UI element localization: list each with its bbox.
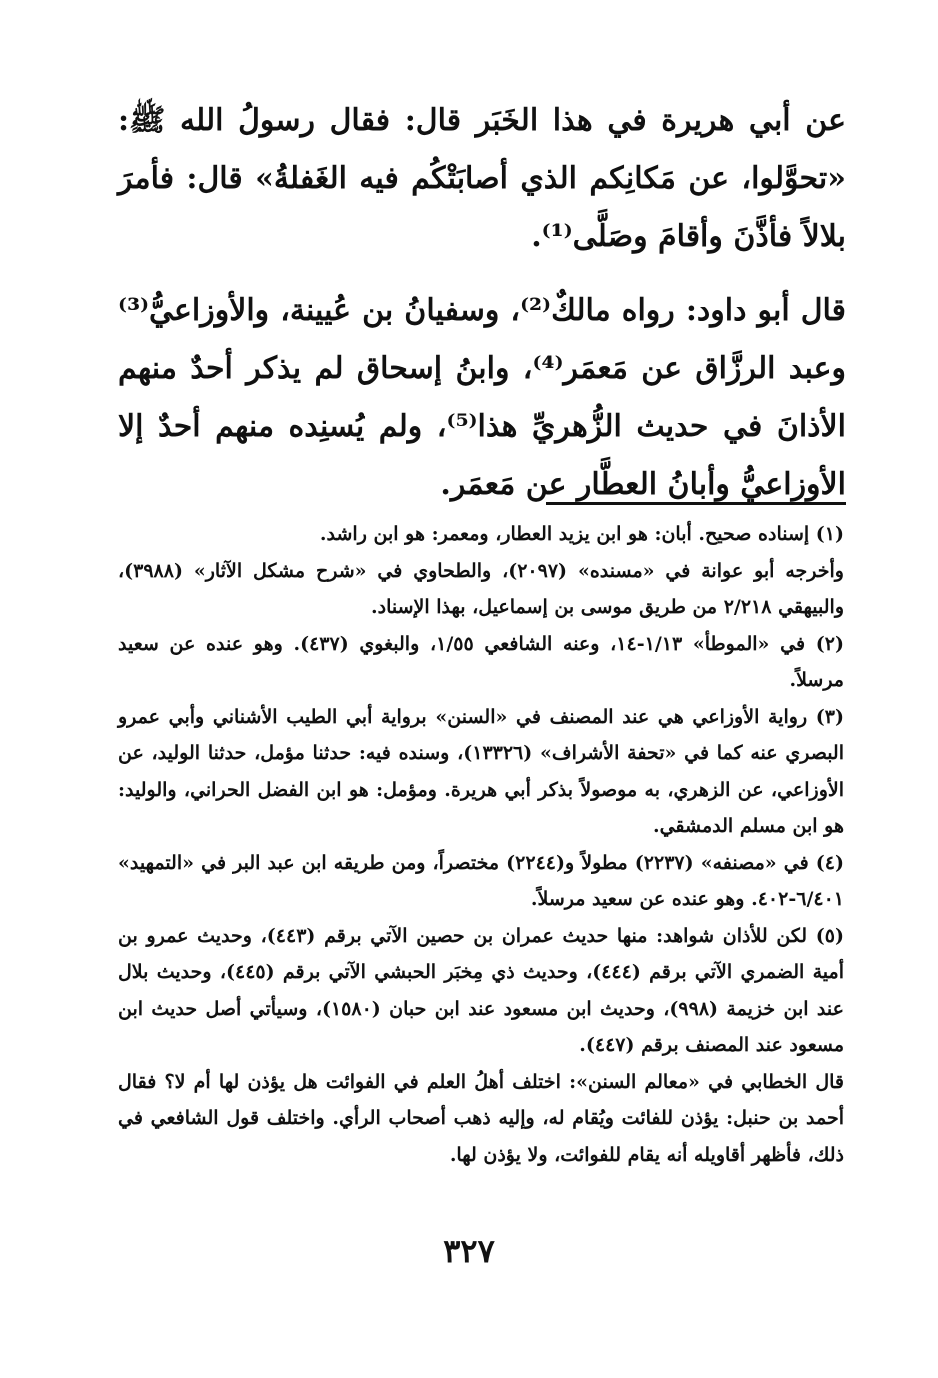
footnote-3: (٣) رواية الأوزاعي هي عند المصنف في «السنن» برواية أبي الطيب الأشناني وأبي عمرو البصري عنه كما في «تحفة الأشراف» (١٣٣٢٦)، وسنده فيه: حدثنا مؤمل، حدثنا الوليد، عن الأوزاعي، عن الزهري، به موصولاً بذكر أبي هريرة. ومؤمل: هو ابن الفضل الحراني، والوليد: هو ابن مسلم الدمشقي. — [118, 705, 844, 837]
footnote-1: (١) إسناده صحيح. أبان: هو ابن يزيد العطار، ومعمر: هو ابن راشد. — [319, 523, 844, 545]
footnote-5: (٥) لكن للأذان شواهد: منها حديث عمران بن حصين الآتي برقم (٤٤٣)، وحديث عمرو بن أمية الضمري الآتي برقم (٤٤٤)، وحديث ذي مِخبَر الحبشي الآتي برقم (٤٤٥)، وحديث بلال عند ابن خزيمة (٩٩٨)، وحديث ابن مسعود عند ابن حبان (١٥٨٠)، وسيأتي أصل حديث ابن مسعود عند المصنف برقم (٤٤٧). — [118, 924, 844, 1056]
footnotes — [118, 516, 844, 1173]
footnote-5-continued: قال الخطابي في «معالم السنن»: اختلف أهلُ العلم في الفوائت هل يؤذن لها أم لا؟ فقال أحمد بن حنبل: يؤذن للفائت ويُقام له، وإليه ذهب أصحاب الرأي. واختلف قول الشافعي في ذلك، فأظهر أقاويله أنه يقام للفوائت، ولا يؤذن لها. — [118, 1070, 844, 1166]
footnote-divider — [546, 502, 846, 505]
main-paragraph-hadith: عن أبي هريرة في هذا الخَبَر قال: فقال رسولُ الله ﷺ: «تحوَّلوا، عن مَكانِكم الذي أصابَتْكُم فيه الغَفلةُ» قال: فأمرَ بلالاً فأذَّنَ وأقامَ وصَلَّى⁽¹⁾. — [118, 103, 846, 254]
footnote-1-continued: وأخرجه أبو عوانة في «مسنده» (٢٠٩٧)، والطحاوي في «شرح مشكل الآثار» (٣٩٨٨)، والبيهقي ٢/٢١٨ من طريق موسى بن إسماعيل، بهذا الإسناد. — [118, 559, 844, 618]
main-paragraph-abu-dawud: قال أبو داود: رواه مالكٌ⁽²⁾، وسفيانُ بن عُيينة، والأوزاعيُّ⁽³⁾ وعبد الرزَّاق عن مَعمَر⁽⁴⁾، وابنُ إسحاق لم يذكر أحدٌ منهم الأذانَ في حديث الزُّهريِّ هذا⁽⁵⁾، ولم يُسنِده منهم أحدٌ إلا الأوزاعيُّ وأبانُ العطَّار عن مَعمَر. — [118, 293, 846, 502]
main-text — [118, 92, 846, 514]
page-number: ٣٢٧ — [443, 1232, 495, 1270]
footnote-4: (٤) في «مصنفه» (٢٢٣٧) مطولاً و(٢٢٤٤) مختصراً، ومن طريقه ابن عبد البر في «التمهيد» ٦/٤٠١-٤٠٢. وهو عنده عن سعيد مرسلاً. — [118, 851, 844, 910]
footnote-2: (٢) في «الموطأ» ١/١٣-١٤، وعنه الشافعي ١/٥٥، والبغوي (٤٣٧). وهو عنده عن سعيد مرسلاً. — [118, 632, 844, 691]
